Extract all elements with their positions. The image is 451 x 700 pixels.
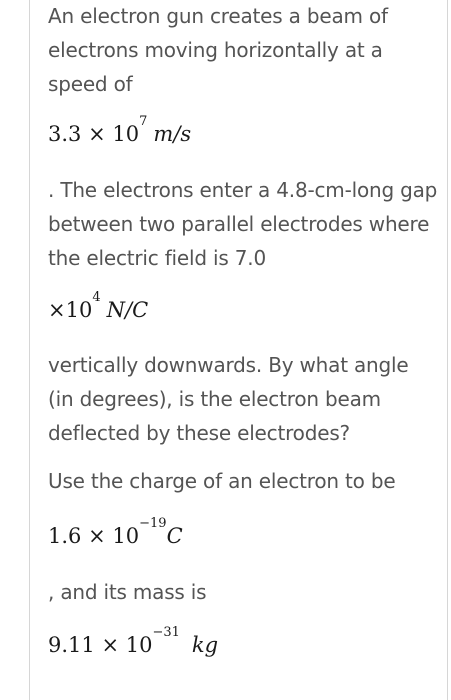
equation-field [48, 290, 149, 325]
equation-speed [48, 114, 192, 149]
charge-exponent: −19 [139, 516, 167, 531]
speed-base: 10 [112, 122, 140, 146]
field-exponent: 4 [92, 290, 101, 305]
field-base: 10 [65, 298, 93, 322]
speed-exponent: 7 [139, 114, 148, 129]
speed-unit: m/s [153, 122, 192, 146]
times-symbol: × [101, 633, 120, 657]
problem-paragraph-intro: An electron gun creates a beam of electrons moving horizontally at a speed of [48, 4, 388, 96]
equation-charge [48, 516, 183, 551]
times-symbol: × [48, 298, 66, 322]
charge-mantissa: 1.6 [48, 524, 82, 548]
problem-paragraph-charge-intro: Use the charge of an electron to be [48, 469, 396, 493]
problem-paragraph-mass-intro: , and its mass is [48, 580, 207, 604]
mass-mantissa: 9.11 [48, 633, 95, 657]
field-unit: N/C [106, 298, 149, 322]
charge-base: 10 [112, 524, 140, 548]
mass-exponent: −31 [152, 625, 180, 640]
content-left-border [29, 0, 30, 700]
speed-mantissa: 3.3 [48, 122, 82, 146]
mass-unit: kg [191, 633, 219, 657]
problem-paragraph-question: vertically downwards. By what angle (in degrees), is the electron beam deflected by these electrodes? [48, 353, 409, 445]
content-right-border [447, 0, 448, 700]
charge-unit: C [166, 524, 183, 548]
mass-base: 10 [125, 633, 153, 657]
equation-mass [48, 625, 219, 660]
problem-paragraph-gap: . The electrons enter a 4.8-cm-long gap between two parallel electrodes where the electric field is 7.0 [48, 178, 438, 270]
times-symbol: × [88, 524, 106, 548]
times-symbol: × [88, 122, 106, 146]
